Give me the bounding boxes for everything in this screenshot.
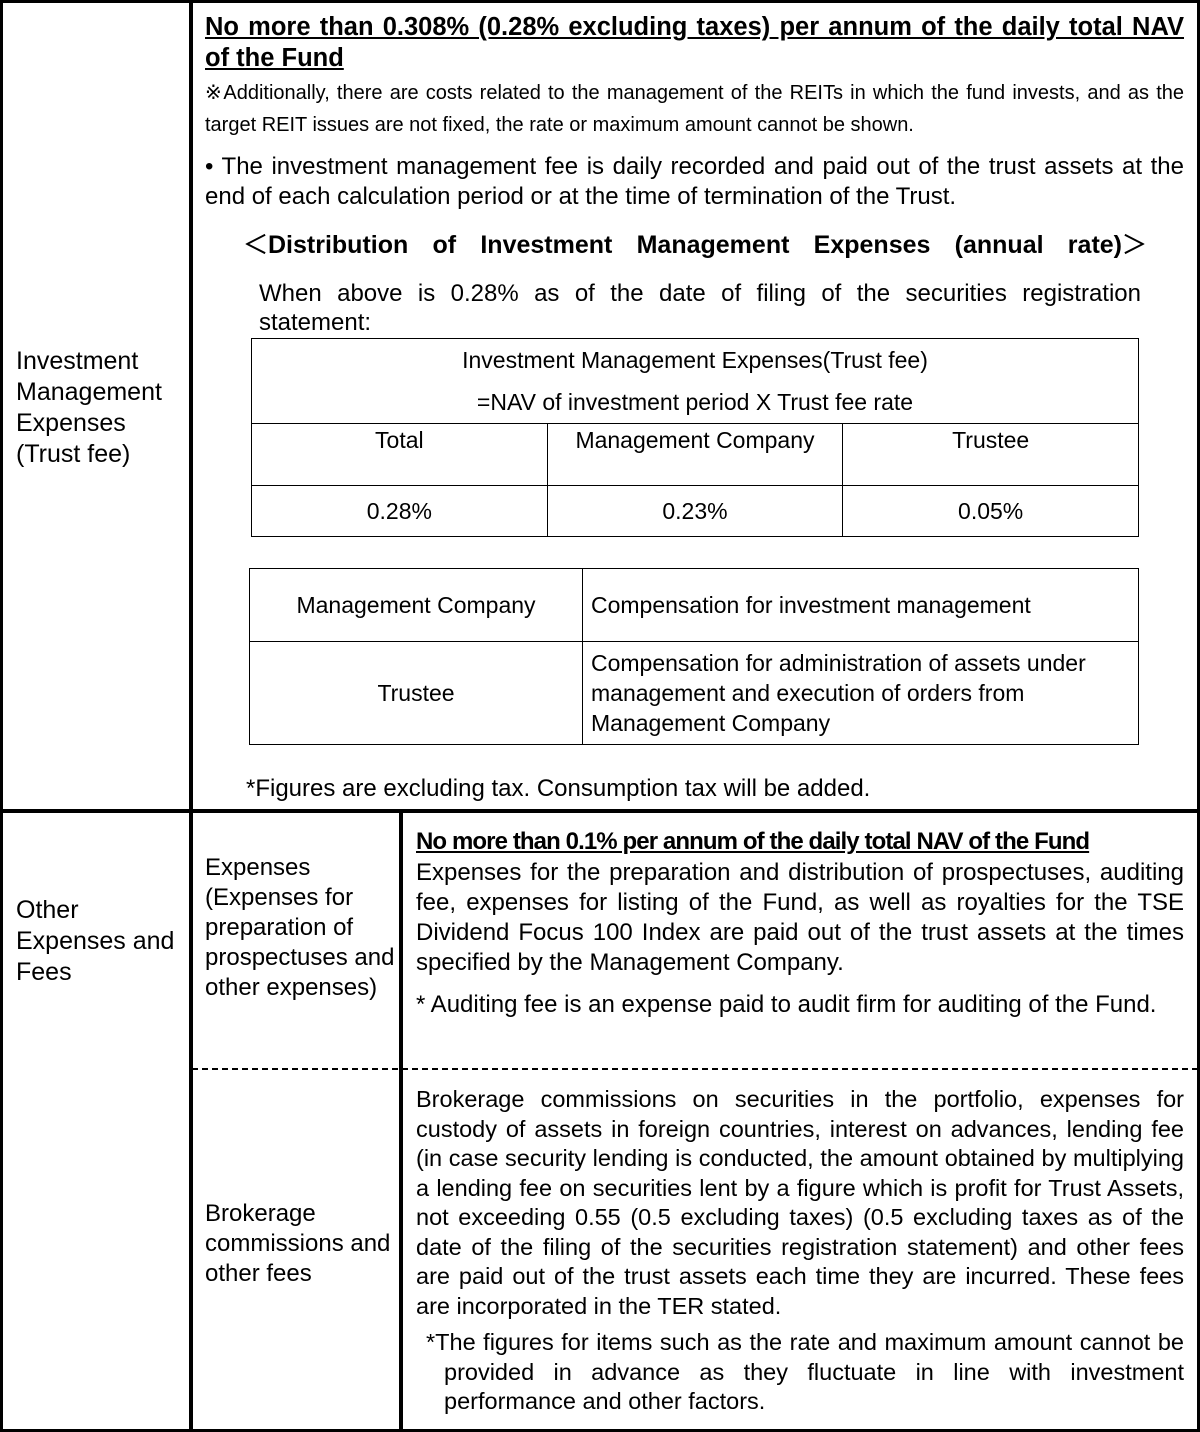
role-description-trustee: Compensation for administration of assets under management and execution of orders from Management Company (583, 642, 1139, 745)
role-party-management-company: Management Company (250, 569, 583, 642)
frame-top (0, 0, 1200, 3)
formula-cell (252, 339, 1139, 424)
header-total: Total (252, 424, 548, 486)
distribution-title: ＜Distribution of Investment Management Expenses (annual rate)＞ (243, 231, 1147, 259)
expenses-heading: No more than 0.1% per annum of the daily total NAV of the Fund (416, 828, 1090, 855)
formula-line-1: Investment Management Expenses(Trust fee) (462, 347, 928, 373)
tax-note: *Figures are excluding tax. Consumption tax will be added. (246, 775, 871, 802)
formula-line-2: =NAV of investment period X Trust fee rate (476, 389, 914, 415)
column-divider (189, 0, 193, 1432)
expenses-label: Expenses (Expenses for preparation of prospectuses and other expenses) (205, 854, 395, 1001)
role-table (249, 568, 1139, 745)
reit-note: ※Additionally, there are costs related to the management of the REITs in which the fund invests, and as the target REIT issues are not fixed, the rate or maximum amount cannot be shown. (205, 82, 1184, 136)
frame-left (0, 0, 3, 1432)
section-divider (0, 809, 1200, 813)
role-party-trustee: Trustee (250, 642, 583, 745)
row-label-other-expenses: Other Expenses and Fees (16, 896, 175, 986)
brokerage-text: Brokerage commissions on securities in the portfolio, expenses for custody of assets in foreign countries, interest on advances, lending fee (in case security lending is conducted, the amount obtained by multiplying a lending fee on securities lent by a figure which is profit for Trust Assets, not exceeding 0.55 (0.5 excluding taxes) (0.5 excluding taxes as of the date of the filing of the securities registration statement) and other fees are paid out of the trust assets each time they are incurred. These fees are incorporated in the TER stated. (416, 1086, 1184, 1319)
expenses-text: Expenses for the preparation and distribution of prospectuses, auditing fee, expenses for listing of the Fund, as well as royalties for the TSE Dividend Focus 100 Index are paid out of the trust assets at the times specified by the Management Company. (416, 859, 1184, 976)
role-description-management-company: Compensation for investment management (583, 569, 1139, 642)
row-label-trust-fee: Investment Management Expenses (Trust fee) (16, 347, 162, 468)
subcolumn-divider (399, 811, 403, 1432)
header-management-company: Management Company (547, 424, 843, 486)
brokerage-note: *The figures for items such as the rate and maximum amount cannot be provided in advance as they fluctuate in line with investment performance and other factors. (426, 1329, 1184, 1414)
trust-fee-heading: No more than 0.308% (0.28% excluding taxes) per annum of the daily total NAV of the Fund (205, 13, 1184, 72)
filing-condition: When above is 0.28% as of the date of filing of the securities registration statement: (259, 280, 1141, 336)
value-management-company: 0.23% (547, 486, 843, 537)
value-total: 0.28% (252, 486, 548, 537)
auditing-fee-note: * Auditing fee is an expense paid to audit firm for auditing of the Fund. (416, 991, 1157, 1018)
value-trustee: 0.05% (843, 486, 1139, 537)
subsection-divider (192, 1068, 1198, 1070)
header-trustee: Trustee (843, 424, 1139, 486)
brokerage-label: Brokerage commissions and other fees (205, 1200, 391, 1287)
fee-record-bullet: • The investment management fee is daily recorded and paid out of the trust assets at the end of each calculation period or at the time of termination of the Trust. (205, 153, 1184, 210)
fee-distribution-table (251, 338, 1139, 537)
